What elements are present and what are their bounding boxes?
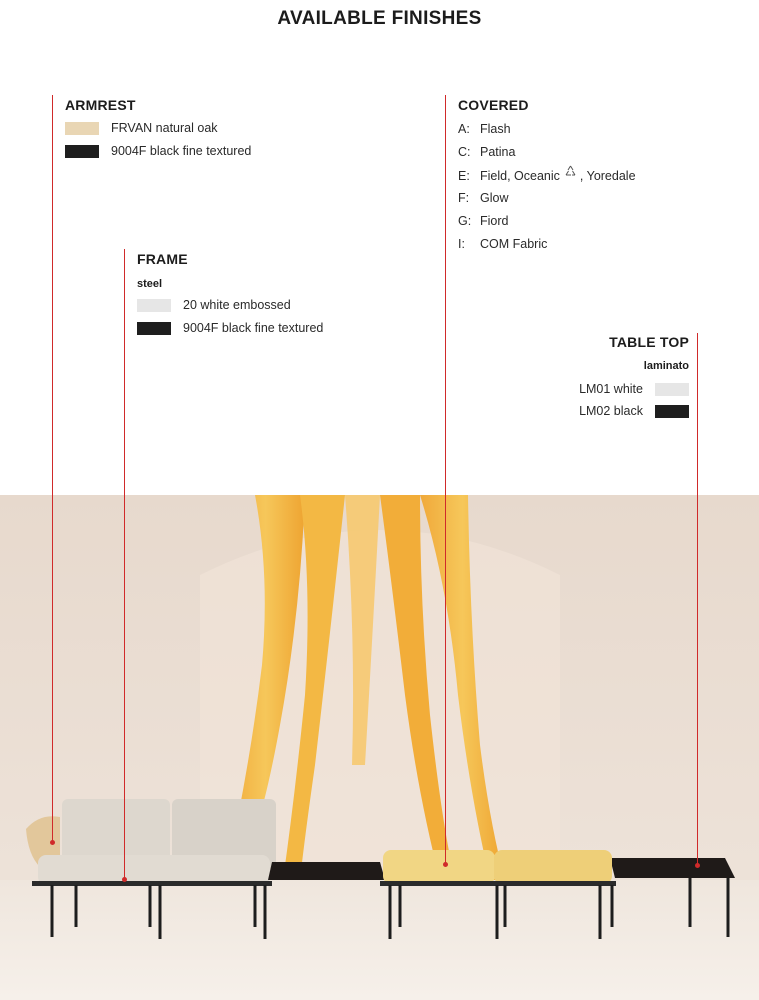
- frame-callout-line: [124, 249, 125, 879]
- sofa-scene-illustration: [0, 495, 759, 1000]
- table-top-material: laminato: [643, 360, 689, 372]
- frame-option-label: 20 white embossed: [183, 298, 291, 312]
- fabric-code: F:: [458, 191, 470, 205]
- armrest-callout-line: [52, 95, 53, 842]
- fabric-code: E:: [458, 168, 470, 183]
- table-top-option-label: LM01 white: [579, 382, 643, 396]
- armrest-option-label: 9004F black fine textured: [111, 144, 252, 158]
- table-top-heading: TABLE TOP: [609, 334, 689, 350]
- black-swatch: [137, 322, 171, 335]
- fabric-name: Glow: [480, 191, 509, 205]
- armrest-option-oak: [65, 121, 218, 135]
- frame-option-label: 9004F black fine textured: [183, 321, 324, 335]
- fabric-code: C:: [458, 145, 471, 159]
- fabric-name: Fiord: [480, 214, 509, 228]
- table-top-option-black: [579, 404, 689, 418]
- white-swatch: [655, 383, 689, 396]
- frame-material: steel: [137, 278, 163, 290]
- fabric-name: Flash: [480, 122, 511, 136]
- covered-callout-line: [445, 95, 446, 865]
- product-photo: [0, 495, 759, 1000]
- fabric-code: G:: [458, 214, 472, 228]
- oak-swatch: [65, 122, 99, 135]
- fabric-name: Field, Oceanic: [480, 168, 560, 183]
- covered-heading: COVERED: [458, 97, 529, 113]
- covered-item: [458, 168, 636, 183]
- fabric-code: I:: [458, 237, 465, 251]
- covered-item: [458, 191, 508, 205]
- covered-item: [458, 145, 515, 159]
- armrest-option-black: [65, 144, 251, 158]
- armrest-heading: ARMREST: [65, 97, 136, 113]
- black-swatch: [655, 405, 689, 418]
- table-top-callout-line: [697, 333, 698, 866]
- fabric-name-suffix: , Yoredale: [579, 168, 636, 183]
- covered-item: [458, 122, 511, 136]
- page-title: AVAILABLE FINISHES: [277, 8, 482, 29]
- armrest-option-label: FRVAN natural oak: [111, 121, 218, 135]
- table-top-callout-dot: [695, 863, 700, 868]
- covered-item: [458, 214, 508, 228]
- fabric-name: COM Fabric: [480, 237, 548, 251]
- fabric-name: Patina: [480, 145, 516, 159]
- fabric-code: A:: [458, 122, 470, 136]
- covered-item: [458, 237, 547, 251]
- white-swatch: [137, 299, 171, 312]
- frame-option-black: [137, 321, 323, 335]
- table-top-option-label: LM02 black: [579, 404, 643, 418]
- table-top-option-white: [579, 382, 689, 396]
- black-swatch: [65, 145, 99, 158]
- covered-callout-dot: [443, 862, 448, 867]
- frame-callout-dot: [122, 877, 127, 882]
- frame-heading: FRAME: [137, 251, 188, 267]
- recycle-icon: [564, 165, 577, 180]
- armrest-callout-dot: [50, 840, 55, 845]
- frame-option-white: [137, 298, 291, 312]
